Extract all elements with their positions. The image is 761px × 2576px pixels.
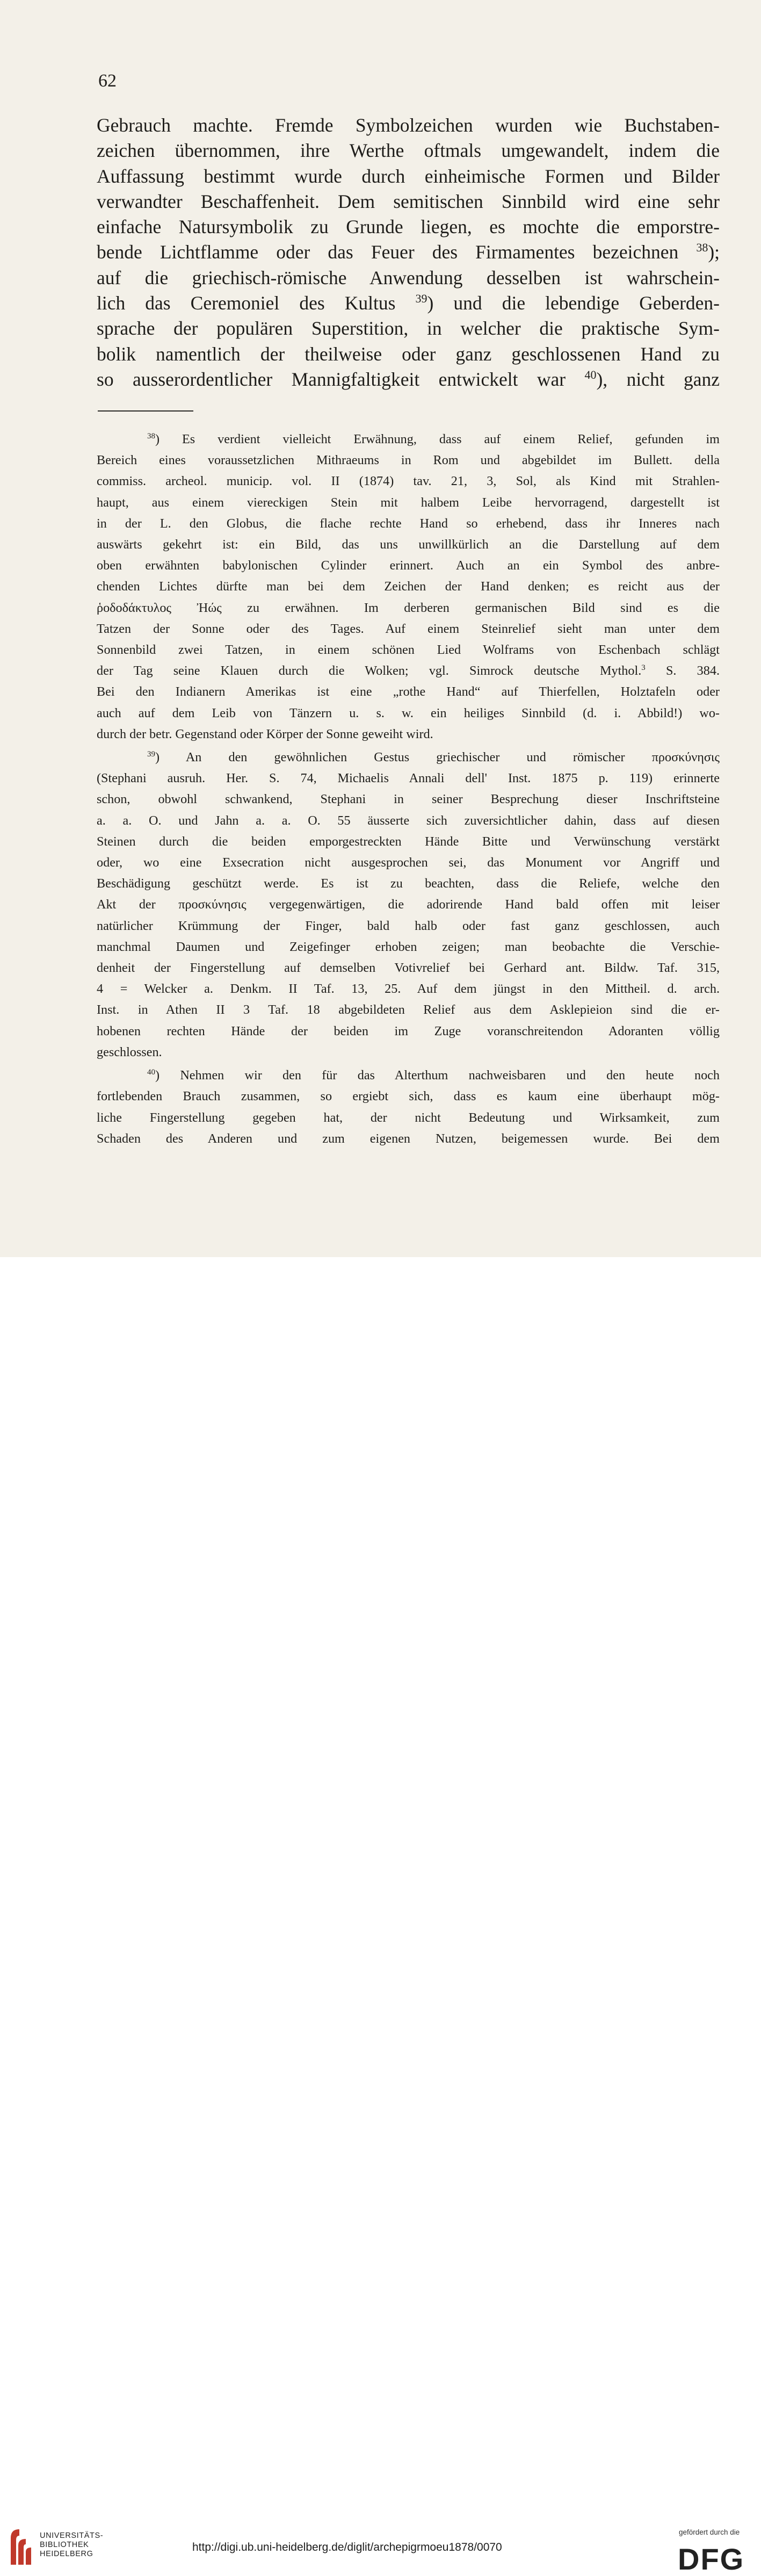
footnote-line: oder, wo eine Exsecration nicht ausgesprochen sei, das Monument vor Angriff und (97, 855, 720, 870)
footnote-line (97, 660, 720, 681)
footnote-line: Tatzen der Sonne oder des Tages. Auf einem Steinrelief sieht man unter dem (97, 621, 720, 636)
footnote-line: natürlicher Krümmung der Finger, bald halb oder fast ganz geschlossen, auch (97, 918, 720, 933)
footnote-line: denheit der Fingerstellung auf demselben Votivrelief bei Gerhard ant. Bildw. Taf. 315, (97, 961, 720, 976)
viewer-footer (0, 1257, 761, 2576)
footnote-line-text: ) Es verdient vielleicht Erwähnung, dass auf einem Relief, gefunden im (155, 432, 720, 446)
library-name-line: UNIVERSITÄTS- (40, 2531, 104, 2540)
footnote-40 (97, 1065, 720, 1149)
footnote-line: durch der betr. Gegenstand oder Körper der Sonne geweiht wird. (97, 726, 433, 741)
footnote-line: ῥοδοδάκτυλος Ἠώς zu erwähnen. Im derberen germanischen Bild sind es die (97, 600, 720, 615)
footnote-number: 38 (147, 431, 155, 441)
library-name-line: BIBLIOTHEK (40, 2541, 89, 2549)
main-line: auf die griechisch-römische Anwendung desselben ist wahrschein- (97, 266, 720, 288)
main-line (97, 367, 720, 392)
footnote-line: geschlossen. (97, 1044, 162, 1059)
footnote-line: Beschädigung geschützt werde. Es ist zu beachten, dass die Reliefe, welche den (97, 876, 720, 891)
scanned-page (0, 0, 761, 1257)
footnote-line: 4 = Welcker a. Denkm. II Taf. 13, 25. Auf dem jüngst in den Mittheil. d. arch. (97, 982, 720, 997)
main-line-tail: ), nicht ganz (596, 368, 720, 390)
footnote-number: 39 (147, 749, 155, 759)
footnote-line: a. a. O. und Jahn a. a. O. 55 äusserte sich zuversichtlicher dahin, dass auf diesen (97, 813, 720, 828)
page-reference: S. 384. (645, 663, 720, 679)
edition-superscript: 3 (641, 663, 646, 673)
library-name (40, 2531, 103, 2559)
main-line-text: bende Lichtflamme oder das Feuer des Firmamentes bezeichnen (97, 241, 679, 263)
main-line: Gebrauch machte. Fremde Symbolzeichen wurden wie Buchstaben- (97, 114, 720, 136)
main-text (97, 113, 720, 392)
footnote-line: fortlebenden Brauch zusammen, so ergiebt sich, dass es kaum eine überhaupt mög- (97, 1089, 720, 1104)
main-line: verwandter Beschaffenheit. Dem semitischen Sinnbild wird eine sehr (97, 190, 720, 212)
footnote-line-text: ) An den gewöhnlichen Gestus griechischer und römischer προσκύνησις (155, 750, 720, 765)
footnote-line: (Stephani ausruh. Her. S. 74, Michaelis Annali dell' Inst. 1875 p. 119) erinnerte (97, 771, 720, 786)
funded-by-label: gefördert durch die (679, 2528, 740, 2536)
footnote-line: auch auf dem Leib von Tänzern u. s. w. ein heiliges Sinnbild (d. i. Abbild!) wo- (97, 705, 720, 720)
footnote-line: Akt der προσκύνησις vergegenwärtigen, die adorirende Hand bald offen mit leiser (97, 897, 720, 912)
main-line (97, 240, 720, 265)
main-line-tail: ); (708, 241, 720, 263)
footnote-line: oben erwähnten babylonischen Cylinder erinnert. Auch an ein Symbol des anbre- (97, 558, 720, 573)
main-line: Auffassung bestimmt wurde durch einheimische Formen und Bilder (97, 165, 720, 187)
footnote-line: liche Fingerstellung gegeben hat, der nicht Bedeutung und Wirksamkeit, zum (97, 1110, 720, 1125)
footnote-line: Inst. in Athen II 3 Taf. 18 abgebildeten Relief aus dem Asklepieion sind die er- (97, 1002, 720, 1018)
footnote-line: haupt, aus einem viereckigen Stein mit halbem Leibe hervorragend, dargestellt ist (97, 495, 720, 510)
footnote-separator (98, 410, 193, 412)
main-line: einfache Natursymbolik zu Grunde liegen, es mochte die emporstre- (97, 216, 720, 238)
footnote-line: Schaden des Anderen und zum eigenen Nutzen, beigemessen wurde. Bei dem (97, 1131, 720, 1146)
footnote-ref-39[interactable]: 39 (415, 292, 427, 306)
footnote-line (97, 1065, 720, 1086)
main-line-tail: ) und die lebendige Geberden- (427, 292, 720, 314)
footnotes (97, 429, 720, 1151)
library-name-line: HEIDELBERG (40, 2550, 93, 2558)
footnote-line: commiss. archeol. municip. vol. II (1874) tav. 21, 3, Sol, als Kind mit Strahlen- (97, 474, 720, 489)
footnote-line: Bereich eines voraussetzlichen Mithraeums in Rom und abgebildet im Bullett. della (97, 453, 720, 468)
footnote-line: Steinen durch die beiden emporgestreckten Hände Bitte und Verwünschung verstärkt (97, 834, 720, 849)
footnote-line: Sonnenbild zwei Tatzen, in einem schönen Lied Wolframs von Eschenbach schlägt (97, 643, 720, 658)
footnote-ref-38[interactable]: 38 (696, 241, 708, 255)
university-library-logo-icon (9, 2526, 32, 2567)
main-line: bolik namentlich der theilweise oder ganz geschlossenen Hand zu (97, 343, 720, 365)
main-line (97, 291, 720, 316)
footnote-line: Bei den Indianern Amerikas ist eine „rothe Hand“ auf Thierfellen, Holztafeln oder (97, 684, 720, 699)
footnote-line: schon, obwohl schwankend, Stephani in seiner Besprechung dieser Inschriftsteine (97, 792, 720, 807)
footnote-39 (97, 747, 720, 1063)
footnote-line-text: ) Nehmen wir den für das Alterthum nachweisbaren und den heute noch (155, 1068, 720, 1083)
footnote-line: chenden Lichtes dürfte man bei dem Zeichen der Hand denken; es reicht aus der (97, 579, 720, 594)
permalink-url[interactable]: http://digi.ub.uni-heidelberg.de/diglit/archepigrmoeu1878/0070 (192, 2541, 502, 2553)
footnote-number: 40 (147, 1068, 155, 1077)
footnote-ref-40[interactable]: 40 (584, 368, 597, 382)
footnote-line: manchmal Daumen und Zeigefinger erhoben zeigen; man beobachte die Verschie- (97, 939, 720, 954)
footnote-line (97, 747, 720, 768)
footnote-line-text: der Tag seine Klauen durch die Wolken; vgl. Simrock deutsche Mythol. (97, 663, 642, 679)
footnote-line: auswärts gekehrt ist: ein Bild, das uns unwillkürlich an die Darstellung auf dem (97, 537, 720, 552)
main-line: zeichen übernommen, ihre Werthe oftmals umgewandelt, indem die (97, 140, 720, 162)
page-number: 62 (98, 71, 117, 91)
main-line-text: lich das Ceremoniel des Kultus (97, 292, 396, 314)
footnote-line: in der L. den Globus, die flache rechte Hand so erhebend, dass ihr Inneres nach (97, 516, 720, 531)
dfg-logo: DFG (678, 2542, 745, 2576)
footnote-line: hobenen rechten Hände der beiden im Zuge voranschreitendon Adoranten völlig (97, 1023, 720, 1038)
footnote-38 (97, 429, 720, 745)
footnote-line (97, 429, 720, 450)
main-line: sprache der populären Superstition, in welcher die praktische Sym- (97, 318, 720, 340)
main-line-text: so ausserordentlicher Mannigfaltigkeit entwickelt war (97, 368, 566, 390)
